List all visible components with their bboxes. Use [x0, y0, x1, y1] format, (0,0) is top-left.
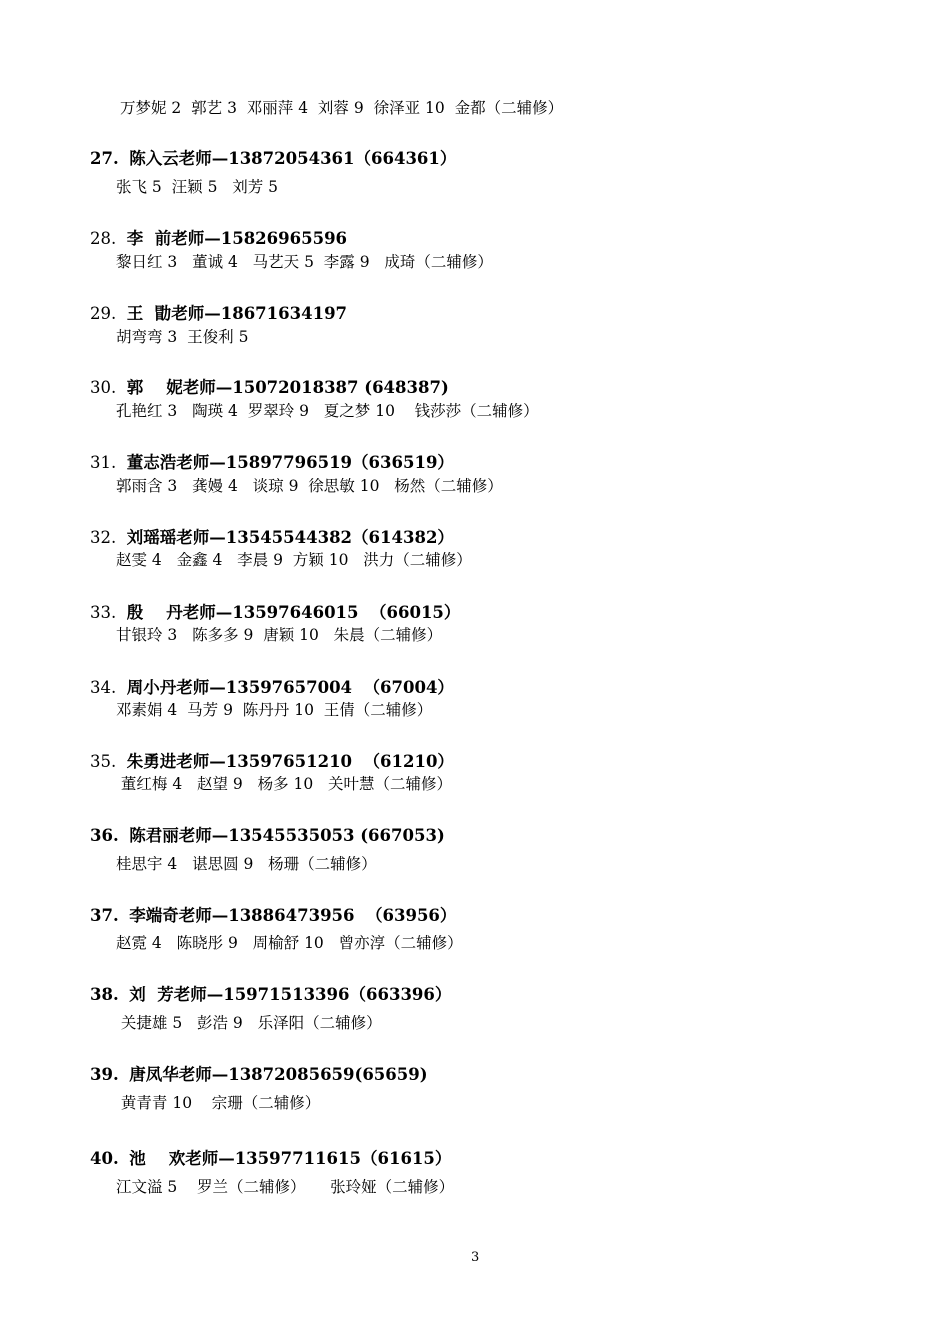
teacher-name-phone: 殷 丹老师—13597646015 （66015）: [126, 603, 461, 622]
spacer: [116, 752, 127, 771]
spacer: [119, 906, 130, 925]
student-list: 赵雯 4 金鑫 4 李晨 9 方颖 10 洪力（二辅修）: [116, 551, 472, 569]
entry-number: 28.: [90, 229, 117, 248]
spacer: [116, 378, 127, 397]
student-list: 赵霓 4 陈晓彤 9 周榆舒 10 曾亦淳（二辅修）: [116, 934, 463, 952]
student-list: 黎日红 3 董诚 4 马艺天 5 李露 9 成琦（二辅修）: [116, 253, 493, 271]
student-list: 甘银玲 3 陈多多 9 唐颖 10 朱晨（二辅修）: [116, 626, 443, 644]
entry-number: 27.: [90, 149, 119, 168]
spacer: [116, 304, 127, 323]
intro-student-line: 万梦妮 2 郭艺 3 邓丽萍 4 刘蓉 9 徐泽亚 10 金都（二辅修）: [120, 99, 564, 117]
entry-number: 38.: [90, 985, 119, 1004]
teacher-heading: [90, 908, 456, 925]
student-list: 邓素娟 4 马芳 9 陈丹丹 10 王倩（二辅修）: [116, 701, 433, 719]
entry-number: 34.: [90, 678, 117, 697]
teacher-name-phone: 陈君丽老师—13545535053 (667053): [129, 826, 445, 845]
spacer: [119, 1149, 130, 1168]
teacher-name-phone: 王 勖老师—18671634197: [126, 304, 348, 323]
teacher-heading: [90, 680, 454, 697]
teacher-name-phone: 池 欢老师—13597711615（61615）: [129, 1149, 452, 1168]
spacer: [119, 149, 130, 168]
spacer: [116, 453, 127, 472]
teacher-heading: [90, 530, 454, 547]
student-list: 桂思宇 4 谌思圆 9 杨珊（二辅修）: [116, 855, 377, 873]
student-list: 胡弯弯 3 王俊利 5: [116, 328, 249, 346]
teacher-heading: [90, 605, 460, 622]
entry-number: 35.: [90, 752, 117, 771]
entry-number: 33.: [90, 603, 117, 622]
teacher-name-phone: 陈入云老师—13872054361（664361）: [129, 149, 457, 168]
teacher-heading: [90, 828, 445, 845]
spacer: [116, 603, 127, 622]
student-list: 张飞 5 汪颖 5 刘芳 5: [116, 178, 279, 196]
teacher-name-phone: 李 前老师—15826965596: [126, 229, 348, 248]
entry-number: 31.: [90, 453, 117, 472]
teacher-name-phone: 刘 芳老师—15971513396（663396）: [129, 985, 452, 1004]
student-list: 江文溢 5 罗兰（二辅修） 张玲娅（二辅修）: [116, 1178, 455, 1196]
teacher-name-phone: 刘瑶瑶老师—13545544382（614382）: [126, 528, 454, 547]
teacher-heading: [90, 380, 449, 397]
spacer: [116, 229, 127, 248]
page-number: 3: [471, 1250, 480, 1265]
spacer: [119, 1065, 130, 1084]
student-list: 黄青青 10 宗珊（二辅修）: [116, 1094, 321, 1112]
teacher-heading: [90, 1067, 428, 1084]
teacher-heading: [90, 754, 454, 771]
spacer: [116, 678, 127, 697]
teacher-heading: [90, 151, 456, 168]
teacher-heading: [90, 1151, 451, 1168]
student-list: 孔艳红 3 陶瑛 4 罗翠玲 9 夏之梦 10 钱莎莎（二辅修）: [116, 402, 539, 420]
entry-number: 29.: [90, 304, 117, 323]
spacer: [116, 528, 127, 547]
teacher-name-phone: 周小丹老师—13597657004 （67004）: [126, 678, 454, 697]
spacer: [119, 985, 130, 1004]
spacer: [119, 826, 130, 845]
student-list: 郭雨含 3 龚嫚 4 谈琼 9 徐思敏 10 杨然（二辅修）: [116, 477, 503, 495]
entry-number: 39.: [90, 1065, 119, 1084]
entry-number: 32.: [90, 528, 117, 547]
teacher-name-phone: 朱勇进老师—13597651210 （61210）: [126, 752, 454, 771]
teacher-heading: [90, 231, 347, 248]
entry-number: 40.: [90, 1149, 119, 1168]
teacher-heading: [90, 987, 451, 1004]
entry-number: 36.: [90, 826, 119, 845]
entry-number: 37.: [90, 906, 119, 925]
teacher-heading: [90, 306, 347, 323]
student-list: 董红梅 4 赵望 9 杨多 10 关叶慧（二辅修）: [116, 775, 452, 793]
teacher-name-phone: 李端奇老师—13886473956 （63956）: [129, 906, 457, 925]
teacher-heading: [90, 455, 454, 472]
teacher-name-phone: 唐凤华老师—13872085659(65659): [129, 1065, 428, 1084]
teacher-name-phone: 董志浩老师—15897796519（636519）: [126, 453, 454, 472]
entry-number: 30.: [90, 378, 117, 397]
teacher-name-phone: 郭 妮老师—15072018387 (648387): [126, 378, 449, 397]
student-list: 关捷雄 5 彭浩 9 乐泽阳（二辅修）: [116, 1014, 382, 1032]
